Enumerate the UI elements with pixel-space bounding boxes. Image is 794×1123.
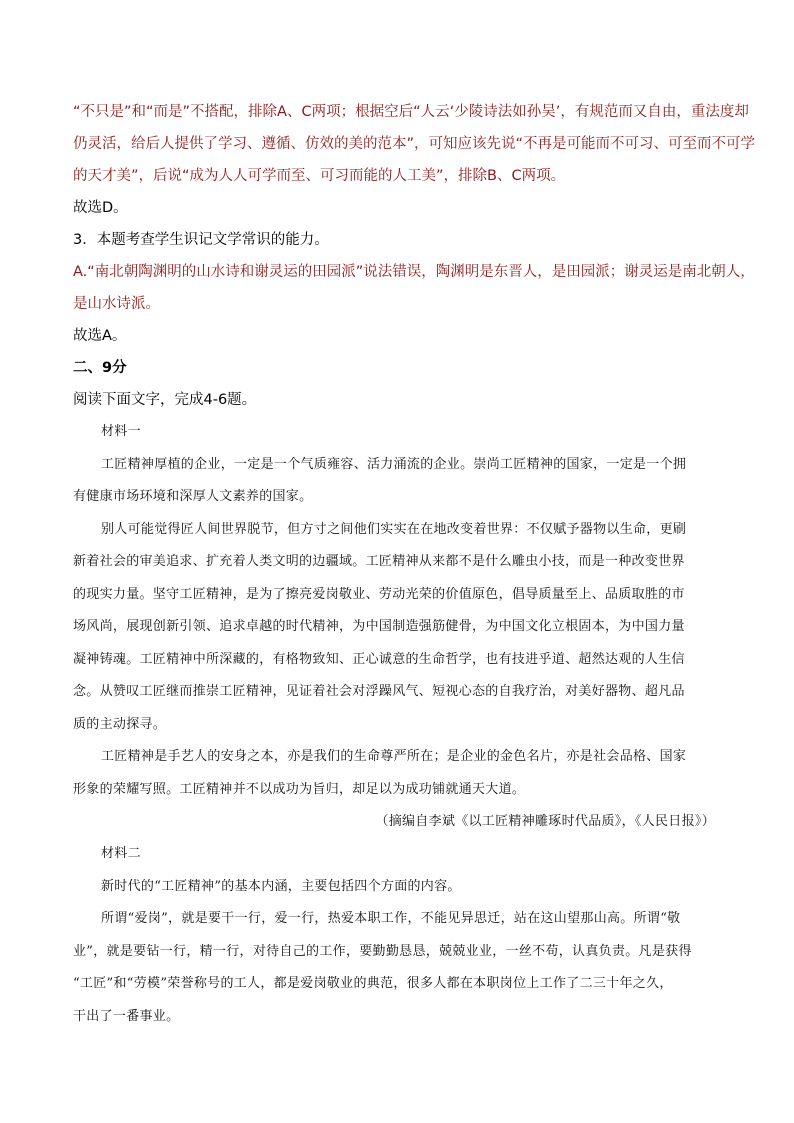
answer-line: “不只是”和“而是”不搭配，排除A、C两项；根据空后“人云‘少陵诗法如孙吴’，有规范而又自由，重法度却 — [73, 104, 749, 120]
question-3-explanation — [73, 256, 755, 320]
source-citation: （摘编自李斌《以工匠精神雕琢时代品质》，《人民日报》） — [375, 814, 715, 829]
answer-explanation — [73, 96, 756, 192]
paragraph-line: “工匠”和“劳模”荣誉称号的工人，都是爱岗敬业的典范，很多人都在本职岗位上工作了二三十年之久， — [73, 976, 673, 991]
material-one — [73, 416, 733, 839]
answer-line: 的天才美”，后说“成为人人可学而至、可习而能的人工美”，排除B、C两项。 — [73, 168, 566, 184]
paragraph-line: 工匠精神是手艺人的安身之本，亦是我们的生命尊严所在；是企业的金色名片，亦是社会品格、国家 — [101, 749, 687, 764]
answer-line: 是山水诗派。 — [73, 296, 160, 312]
section-title: 二、9分 — [73, 360, 127, 376]
paragraph-line: 干出了一番事业。 — [73, 1008, 180, 1024]
paragraph-line: 别人可能觉得匠人间世界脱节，但方寸之间他们实实在在地改变着世界：不仅赋予器物以生命，更刷 — [101, 521, 687, 537]
paragraph-line: 念。从赞叹工匠继而推崇工匠精神，见证着社会对浮躁风气、短视心态的自我疗治，对美好器物、超凡品 — [73, 684, 685, 699]
section-instruction: 阅读下面文字，完成4-6题。 — [73, 392, 257, 408]
paragraph-line: 形象的荣耀写照。工匠精神并不以成功为旨归，却足以为成功铺就通天大道。 — [73, 781, 526, 797]
paragraph-line: 场风尚，展现创新引领、追求卓越的时代精神，为中国制造强筋健骨，为中国文化立根固本，为中国力量 — [73, 619, 685, 634]
paragraph-line: 的现实力量。坚守工匠精神，是为了擦亮爱岗敬业、劳动光荣的价值原色，倡导质量至上、品质取胜的市 — [73, 586, 685, 602]
material-two — [73, 838, 733, 1033]
paragraph-line: 质的主动探寻。 — [73, 716, 167, 732]
answer-line: 仍灵活，给后人提供了学习、遵循、仿效的美的范本”，可知应该先说“不再是可能而不可习、可至而不可学 — [73, 136, 756, 152]
paragraph-line: 有健康市场环境和深厚人文素养的国家。 — [73, 489, 313, 504]
paragraph-line: 凝神铸魂。工匠精神中所深藏的，有格物致知、正心诚意的生命哲学，也有技进乎道、超然达观的人生信 — [73, 651, 685, 667]
answer-choice-d: 故选D。 — [73, 200, 128, 216]
answer-line: A.“南北朝陶渊明的山水诗和谢灵运的田园派”说法错误，陶渊明是东晋人，是田园派；谢灵运是南北朝人， — [73, 264, 755, 280]
answer-choice-a: 故选A。 — [73, 328, 127, 344]
material-label: 材料一 — [101, 424, 141, 439]
paragraph-line: 新时代的“工匠精神”的基本内涵，主要包括四个方面的内容。 — [101, 878, 461, 894]
question-3-heading: 3．本题考查学生识记文学常识的能力。 — [73, 232, 329, 248]
material-label: 材料二 — [101, 846, 141, 861]
paragraph-line: 新着社会的审美追求、扩充着人类文明的边疆域。工匠精神从来都不是什么雕虫小技，而是一种改变世界 — [73, 554, 685, 569]
paragraph-line: 所谓“爱岗”，就是要干一行，爱一行，热爱本职工作，不能见异思迁，站在这山望那山高。所谓“敬 — [101, 911, 681, 926]
paragraph-line: 业”，就是要钻一行，精一行，对待自己的工作，要勤勤恳恳，兢兢业业，一丝不苟，认真负责。凡是获得 — [73, 943, 692, 959]
paragraph-line: 工匠精神厚植的企业，一定是一个气质雍容、活力涌流的企业。崇尚工匠精神的国家，一定是一个拥 — [101, 456, 687, 472]
